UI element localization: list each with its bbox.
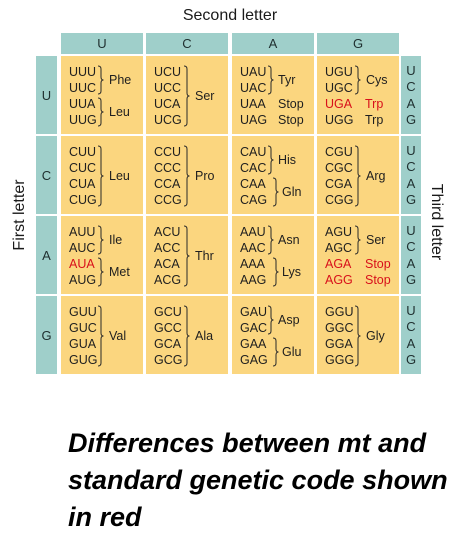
amino-acid-pro: Pro [195,169,215,183]
codon-ccc: CCC [154,161,182,175]
codon-uag: UAG [240,113,268,127]
column-header-g: G [317,33,399,54]
codon-ugc: UGC [325,81,353,95]
brace-icon [97,257,104,290]
brace-icon [267,225,274,258]
amino-acid-trp: Trp [365,97,384,111]
codon-gcc: GCC [154,321,182,335]
codon-cell-ca [232,136,314,214]
amino-acid-stop: Stop [365,273,391,287]
codon-cell-ug [317,56,399,134]
amino-acid-trp: Trp [365,113,384,127]
codon-ugu: UGU [325,65,353,79]
third-letter-column [401,296,421,374]
codon-gua: GUA [69,337,97,351]
amino-acid-his: His [278,153,297,167]
codon-gag: GAG [240,353,268,367]
codon-uua: UUA [69,97,96,111]
codon-aag: AAG [240,273,267,287]
codon-cell-gc [146,296,228,374]
codon-aaa: AAA [240,257,266,271]
brace-icon [272,257,279,290]
amino-acid-ile: Ile [109,233,123,247]
codon-cell-ga [232,296,314,374]
codon-cell-cc [146,136,228,214]
row-header-g: G [36,296,57,374]
codon-cca: CCA [154,177,181,191]
amino-acid-asp: Asp [278,313,300,327]
codon-cgu: CGU [325,145,353,159]
row-header-c: C [36,136,57,214]
codon-aua: AUA [69,257,95,271]
codon-cga: CGA [325,177,353,191]
third-letter-g: G [405,192,417,208]
codon-caa: CAA [240,177,266,191]
amino-acid-ala: Ala [195,329,214,343]
codon-cug: CUG [69,193,97,207]
third-letter-a: A [406,335,416,351]
amino-acid-lys: Lys [282,265,301,279]
third-letter-c: C [406,239,416,255]
amino-acid-stop: Stop [278,113,304,127]
codon-cell-gg [317,296,399,374]
third-letter-column [401,216,421,294]
amino-acid-thr: Thr [195,249,214,263]
amino-acid-ser: Ser [366,233,386,247]
third-letter-c: C [406,79,416,95]
codon-ucg: UCG [154,113,182,127]
codon-cua: CUA [69,177,96,191]
codon-cell-ag [317,216,399,294]
codon-ugg: UGG [325,113,354,127]
column-header-a: A [232,33,314,54]
codon-cell-cg [317,136,399,214]
brace-icon [354,145,361,210]
codon-uca: UCA [154,97,181,111]
amino-acid-val: Val [109,329,127,343]
amino-acid-glu: Glu [282,345,302,359]
row-header-u: U [36,56,57,134]
brace-icon [97,97,104,130]
second-letter-title: Second letter [182,7,278,24]
brace-icon [183,65,190,130]
brace-icon [267,65,274,98]
codon-ccu: CCU [154,145,182,159]
amino-acid-stop: Stop [278,97,304,111]
first-letter-title: First letter [11,179,28,251]
codon-cell-gu [61,296,143,374]
codon-uuc: UUC [69,81,97,95]
codon-cuu: CUU [69,145,97,159]
amino-acid-ser: Ser [195,89,215,103]
brace-icon [97,145,104,210]
codon-gca: GCA [154,337,182,351]
third-letter-title: Third letter [428,183,445,261]
codon-aca: ACA [154,257,180,271]
brace-icon [354,225,361,258]
brace-icon [183,305,190,370]
third-letter-c: C [406,159,416,175]
codon-guc: GUC [69,321,97,335]
third-letter-a: A [406,175,416,191]
amino-acid-asn: Asn [278,233,300,247]
brace-icon [267,145,274,178]
third-letter-g: G [405,272,417,288]
brace-icon [354,65,361,98]
codon-gcu: GCU [154,305,182,319]
codon-uga: UGA [325,97,353,111]
brace-icon [183,225,190,290]
brace-icon [354,305,361,370]
third-letter-g: G [405,112,417,128]
codon-ggu: GGU [325,305,354,319]
codon-gaa: GAA [240,337,267,351]
brace-icon [272,177,279,210]
codon-uug: UUG [69,113,97,127]
codon-ggc: GGC [325,321,354,335]
codon-cac: CAC [240,161,267,175]
codon-agu: AGU [325,225,353,239]
codon-uuu: UUU [69,65,97,79]
codon-cag: CAG [240,193,268,207]
amino-acid-phe: Phe [109,73,132,87]
codon-uaa: UAA [240,97,266,111]
third-letter-column [401,136,421,214]
third-letter-c: C [406,319,416,335]
brace-icon [267,305,274,338]
codon-gau: GAU [240,305,268,319]
codon-uac: UAC [240,81,267,95]
codon-uau: UAU [240,65,267,79]
amino-acid-arg: Arg [366,169,386,183]
amino-acid-stop: Stop [365,257,391,271]
codon-ggg: GGG [325,353,355,367]
codon-guu: GUU [69,305,97,319]
amino-acid-leu: Leu [109,105,130,119]
codon-gac: GAC [240,321,268,335]
column-header-c: C [146,33,228,54]
codon-cell-au [61,216,143,294]
codon-auu: AUU [69,225,96,239]
brace-icon [272,337,279,370]
codon-ucc: UCC [154,81,182,95]
third-letter-g: G [405,352,417,368]
brace-icon [183,145,190,210]
row-header-a: A [36,216,57,294]
codon-cgc: CGC [325,161,353,175]
codon-agg: AGG [325,273,353,287]
codon-aug: AUG [69,273,97,287]
amino-acid-met: Met [109,265,130,279]
codon-acu: ACU [154,225,181,239]
caption: Differences between mt and standard genetic code shown in red [68,428,448,532]
column-header-u: U [61,33,143,54]
amino-acid-gln: Gln [282,185,302,199]
amino-acid-leu: Leu [109,169,130,183]
amino-acid-cys: Cys [366,73,388,87]
brace-icon [97,305,104,370]
codon-cell-uu [61,56,143,134]
third-letter-a: A [406,95,416,111]
codon-aga: AGA [325,257,352,271]
codon-cell-uc [146,56,228,134]
codon-ccg: CCG [154,193,182,207]
brace-icon [97,65,104,98]
codon-agc: AGC [325,241,353,255]
brace-icon [97,225,104,258]
codon-ucu: UCU [154,65,182,79]
codon-gga: GGA [325,337,353,351]
codon-cuc: CUC [69,161,97,175]
third-letter-a: A [406,255,416,271]
third-letter-u: U [406,62,416,78]
third-letter-u: U [406,302,416,318]
codon-cell-cu [61,136,143,214]
codon-cell-ac [146,216,228,294]
codon-acg: ACG [154,273,182,287]
codon-aac: AAC [240,241,266,255]
codon-cau: CAU [240,145,267,159]
codon-cgg: CGG [325,193,354,207]
third-letter-column [401,56,421,134]
codon-acc: ACC [154,241,181,255]
third-letter-u: U [406,222,416,238]
amino-acid-tyr: Tyr [278,73,296,87]
codon-aau: AAU [240,225,266,239]
codon-auc: AUC [69,241,96,255]
codon-cell-aa [232,216,314,294]
codon-cell-ua [232,56,314,134]
third-letter-u: U [406,142,416,158]
codon-gcg: GCG [154,353,183,367]
amino-acid-gly: Gly [366,329,385,343]
codon-gug: GUG [69,353,98,367]
